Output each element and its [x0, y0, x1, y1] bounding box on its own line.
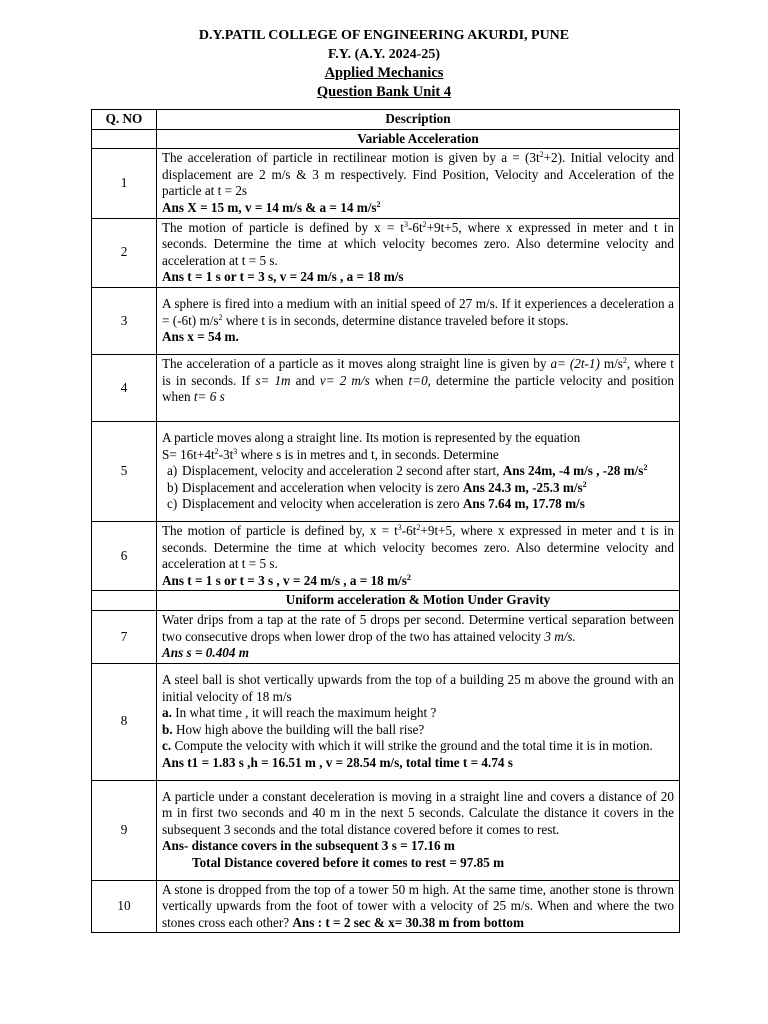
- sub-question: b) Displacement and acceleration when velocity is zero Ans 24.3 m, -25.3 $m/s^2$: [167, 479, 587, 495]
- question-description: The motion of particle is defined by, $x = t^3-6t^2+9t+5$, where x expressed in meter and t is in seconds. Determine the time at which velocity becomes zero. Also determine velocity and acceleration at t = 5 s. Ans t = 1 s or t = 3 s , v = 24 m/s , a = 18 $m/s^2$: [157, 521, 680, 590]
- question-description: A sphere is fired into a medium with an initial speed of 27 m/s. If it experiences a deceleration a = (-6t) $m/s^2$ where t is in seconds, determine distance traveled before it stops. Ans x = 54 m.: [157, 287, 680, 354]
- question-bank-table: [91, 109, 680, 933]
- answer-text: Ans x = 54 m.: [162, 329, 239, 345]
- question-number: 4: [92, 354, 157, 421]
- col-header-description: Description: [157, 110, 680, 130]
- question-description: Water drips from a tap at the rate of 5 drops per second. Determine vertical separation between two consecutive drops when lower drop of the two has attained velocity 3 m/s. Ans s = 0.404 m: [157, 610, 680, 663]
- question-description: A particle moves along a straight line. Its motion is represented by the equation $S= 16t+4t^2-3t^3$ where s is in metres and t, in seconds. Determine a) Displacement, velocity and acceleration 2 second after start, Ans 24m, -4 m/s , -28 $m/s^2$ b) Displacement and acceleration when velocity is zero Ans 24.3 m, -25.3 $m/s^2$ c) Displacement and velocity when acceleration is zero Ans 7.64 m, 17.78 m/s: [157, 421, 680, 521]
- question-number: 10: [92, 880, 157, 933]
- sub-question: b. How high above the building will the ball rise?: [162, 721, 425, 737]
- question-description: The acceleration of particle in rectilinear motion is given by $a = (3t^2+2)$. Initial velocity and displacement are 2 m/s & 3 m respectively. Find Position, Velocity and Acceleration of the particle at t = 2s Ans X = 15 m, v = 14 m/s & a = 14 $m/s^2$: [157, 149, 680, 218]
- answer-text: Ans X = 15 m, v = 14 m/s & a = 14 $m/s^2$: [162, 199, 381, 215]
- section-title-uniform: Uniform acceleration & Motion Under Gravity: [157, 591, 680, 611]
- col-header-qno: Q. NO: [92, 110, 157, 130]
- question-row: [92, 218, 680, 287]
- question-number: 3: [92, 287, 157, 354]
- document-header: [0, 26, 768, 102]
- question-description: The motion of particle is defined by $x = t^3-6t^2+9t+5$, where x expressed in meter and t in seconds. Determine the time at which velocity becomes zero. Also determine velocity and acceleration at t = 5 s. Ans t = 1 s or t = 3 s, v = 24 m/s , a = 18 m/s: [157, 218, 680, 287]
- answer-text: Ans s = 0.404 m: [162, 645, 250, 661]
- question-number: 2: [92, 218, 157, 287]
- answer-text: Ans t = 1 s or t = 3 s , v = 24 m/s , a = 18 $m/s^2$: [162, 572, 411, 588]
- question-row: [92, 287, 680, 354]
- sub-question: c. Compute the velocity with which it will strike the ground and the total time it is in motion.: [162, 738, 653, 754]
- question-row: [92, 421, 680, 521]
- section-row: [92, 591, 680, 611]
- section-row: [92, 129, 680, 149]
- question-row: [92, 354, 680, 421]
- college-name: D.Y.PATIL COLLEGE OF ENGINEERING AKURDI, PUNE: [198, 28, 570, 43]
- answer-text: Ans- distance covers in the subsequent 3 s = 17.16 m: [162, 838, 455, 854]
- subject-title: Applied Mechanics: [324, 65, 444, 81]
- question-row: [92, 880, 680, 933]
- question-row: [92, 610, 680, 663]
- academic-year: F.Y. (A.Y. 2024-25): [327, 47, 440, 62]
- question-description: A stone is dropped from the top of a tower 50 m high. At the same time, another stone is thrown vertically upwards from the foot of tower with a velocity of 25 m/s. When and where the two stones cross each other? Ans : t = 2 sec & x= 30.38 m from bottom: [157, 880, 680, 933]
- question-description: A particle under a constant deceleration is moving in a straight line and covers a distance of 20 m in first two seconds and 40 m in the next 5 seconds. Calculate the distance it covers in the subsequent 3 seconds and the total distance covered before it comes to rest. Ans- distance covers in the subsequent 3 s = 17.16 m Total Distance covered before it comes to rest = 97.85 m: [157, 780, 680, 880]
- unit-title: Question Bank Unit 4: [316, 84, 452, 100]
- question-number: 8: [92, 663, 157, 780]
- question-number: 1: [92, 149, 157, 218]
- question-number: 9: [92, 780, 157, 880]
- question-number: 6: [92, 521, 157, 590]
- sub-question: a) Displacement, velocity and acceleration 2 second after start, Ans 24m, -4 m/s , -28 $m/s^2$: [167, 463, 648, 479]
- answer-text: Ans t = 1 s or t = 3 s, v = 24 m/s , a = 18 m/s: [162, 269, 404, 285]
- question-description: The acceleration of a particle as it moves along straight line is given by a= (2t-1) $m/s^2$, where t is in seconds. If s= 1m and v= 2 m/s when t=0, determine the particle velocity and position when t= 6 s: [157, 354, 680, 421]
- question-row: [92, 149, 680, 218]
- question-row: [92, 521, 680, 590]
- question-number: 7: [92, 610, 157, 663]
- table-header-row: [92, 110, 680, 130]
- question-number: 5: [92, 421, 157, 521]
- section-title-variable: Variable Acceleration: [157, 129, 680, 149]
- answer-text: Ans : t = 2 sec & x= 30.38 m from bottom: [292, 914, 524, 930]
- question-row: [92, 663, 680, 780]
- question-row: [92, 780, 680, 880]
- sub-question: a. In what time , it will reach the maximum height ?: [162, 705, 437, 721]
- answer-text: Ans t1 = 1.83 s ,h = 16.51 m , v = 28.54 m/s, total time t = 4.74 s: [162, 754, 513, 770]
- answer-text: Total Distance covered before it comes to rest = 97.85 m: [192, 855, 505, 871]
- question-description: A steel ball is shot vertically upwards from the top of a building 25 m above the ground with an initial velocity of 18 m/s a. In what time , it will reach the maximum height ? b. How high above the building will the ball rise? c. Compute the velocity with which it will strike the ground and the total time it is in motion. Ans t1 = 1.83 s ,h = 16.51 m , v = 28.54 m/s, total time t = 4.74 s: [157, 663, 680, 780]
- sub-question: c) Displacement and velocity when acceleration is zero Ans 7.64 m, 17.78 m/s: [167, 496, 585, 512]
